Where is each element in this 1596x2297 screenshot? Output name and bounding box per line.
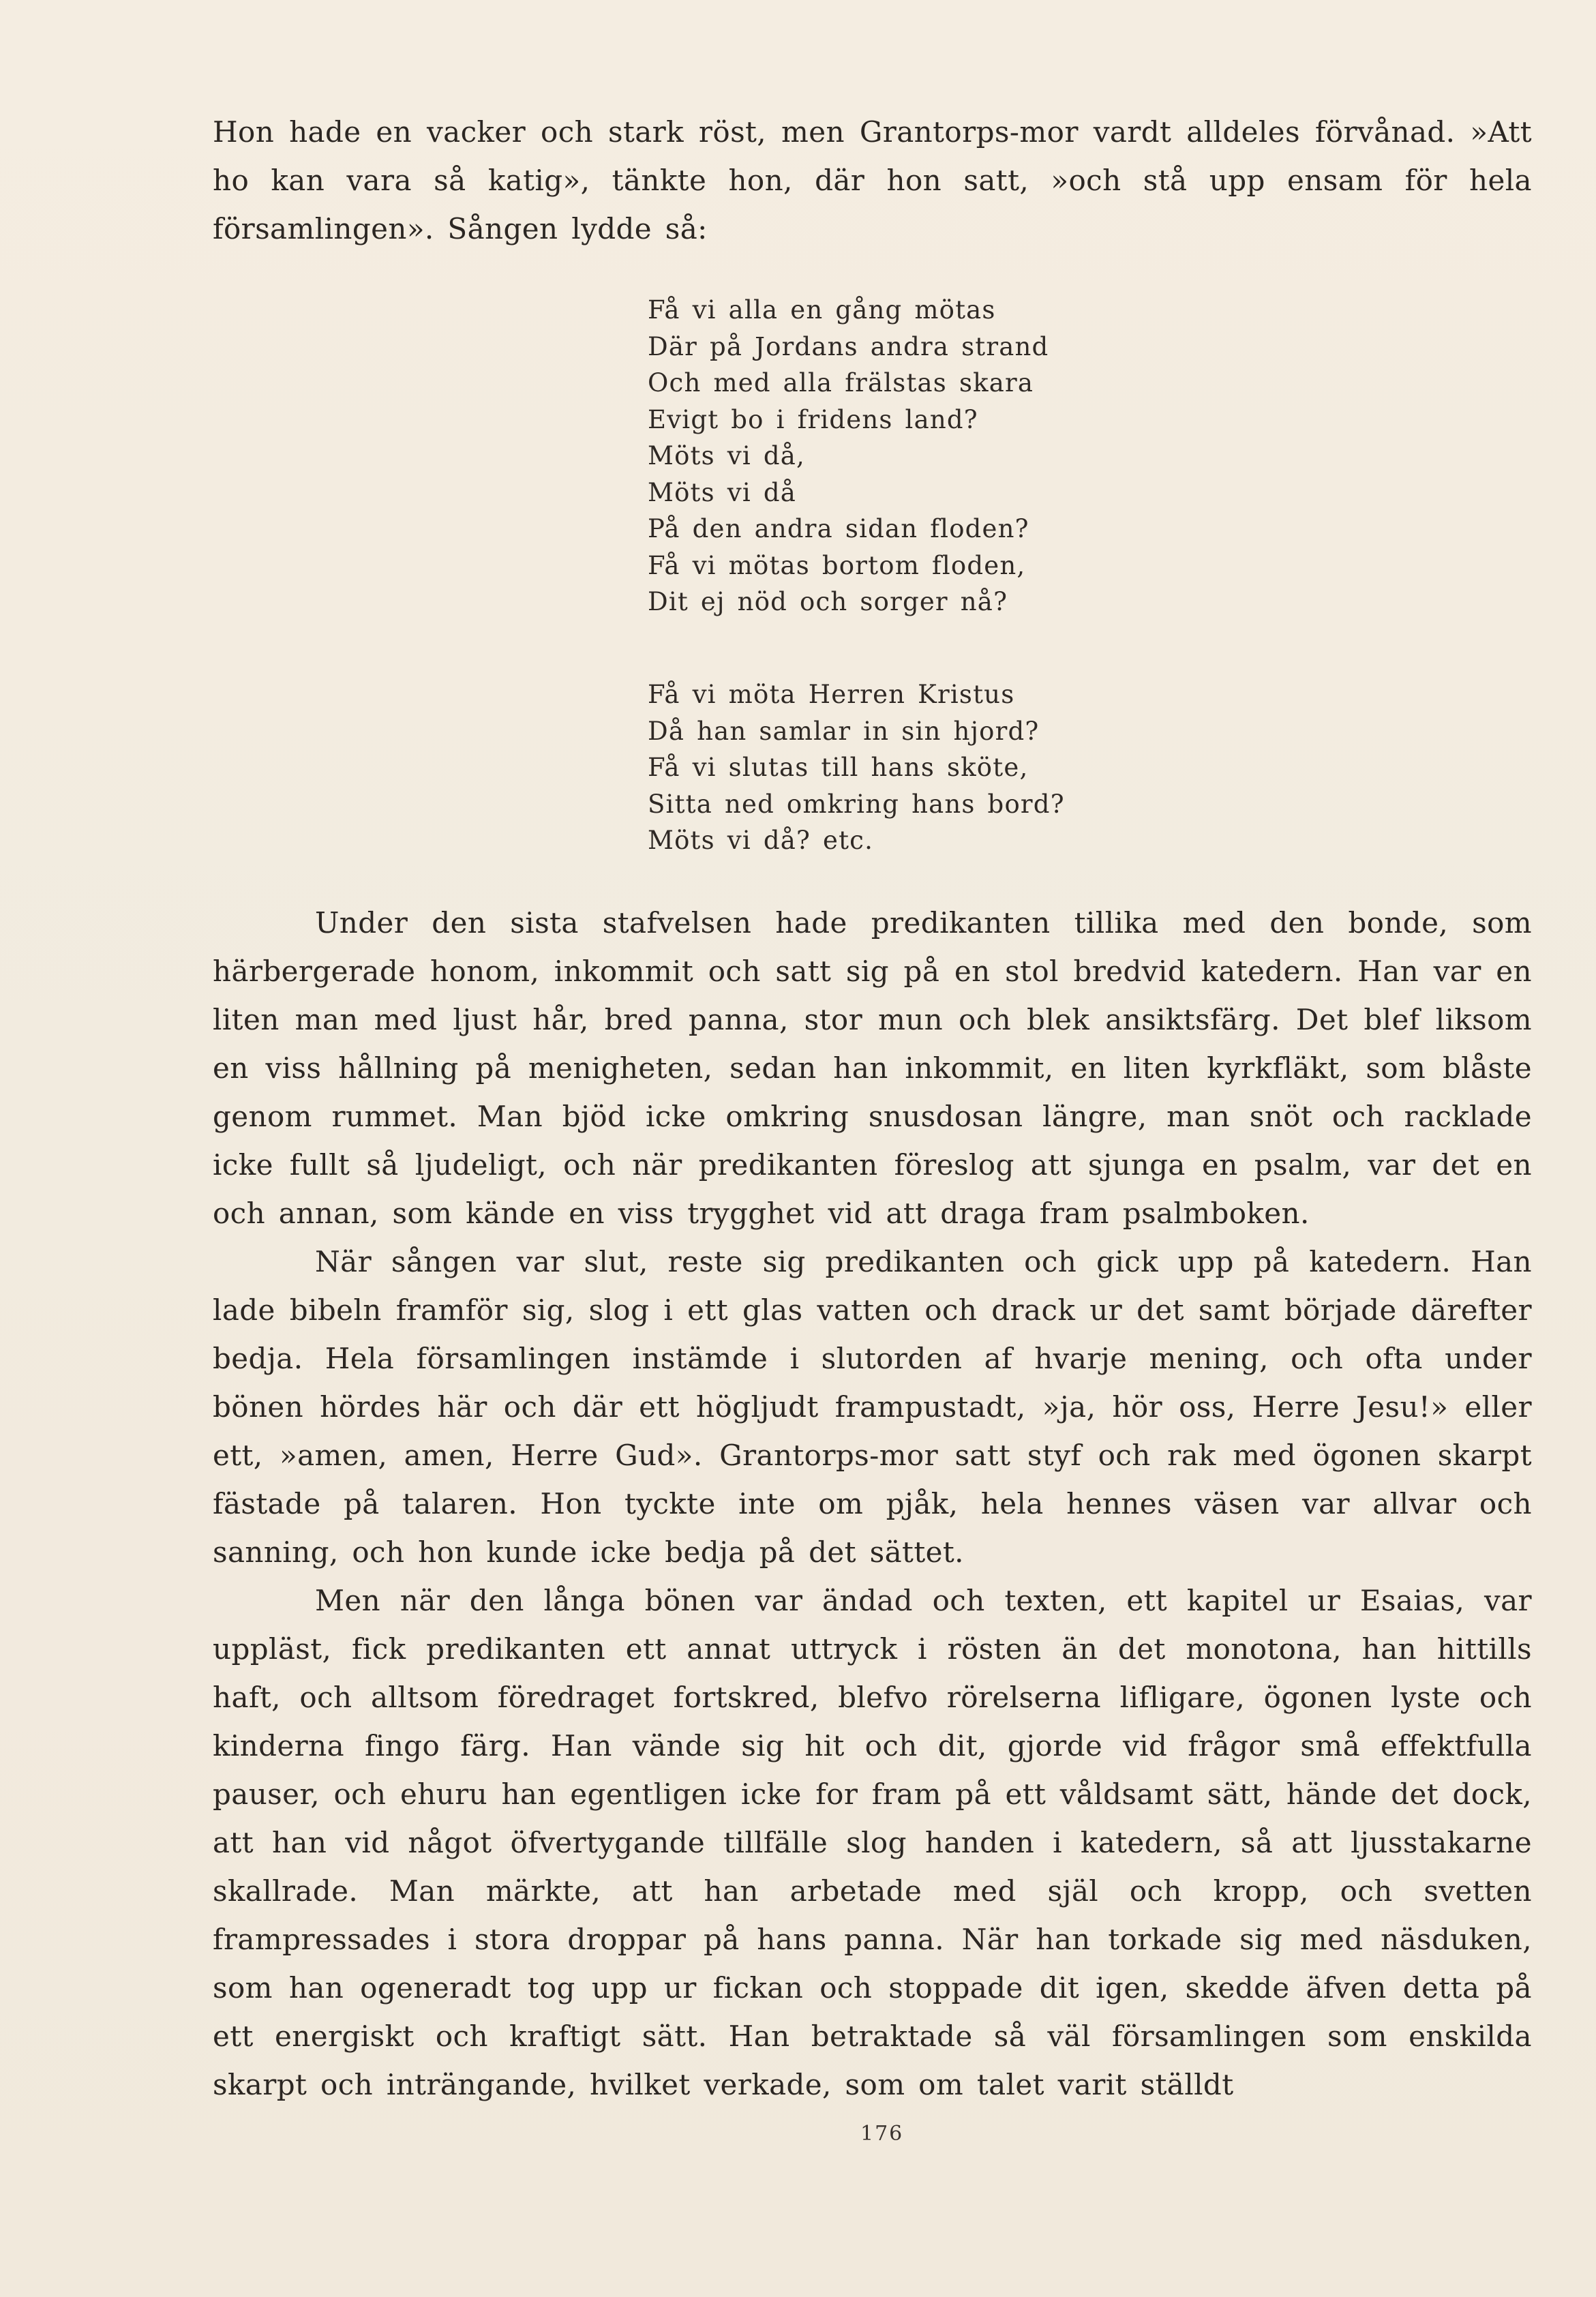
verse-line: Få vi mötas bortom floden, <box>648 550 1026 580</box>
verse-line: Möts vi då <box>648 477 797 507</box>
verse-line: Sitta ned omkring hans bord? <box>648 789 1065 819</box>
body-paragraph: När sången var slut, reste sig predikanten och gick upp på katedern. Han lade bibeln framför sig, slog i ett glas vatten och drack ur det samt började därefter bedja. Hela församlingen instämde i slutorden af hvarje mening, och ofta under bönen hördes här och där ett högljudt frampustadt, »ja, hör oss, Herre Jesu!» eller ett, »amen, amen, Herre Gud». Grantorps-mor satt styf och rak med ögonen skarpt fästade på talaren. Hon tyckte inte om pjåk, hela hennes väsen var allvar och sanning, och hon kunde icke bedja på det sättet. <box>213 1245 1532 1569</box>
verse-line: På den andra sidan floden? <box>648 514 1029 543</box>
intro-paragraph <box>213 108 1532 253</box>
body-text <box>213 899 1532 2109</box>
verse-line: Få vi möta Herren Kristus <box>648 680 1015 709</box>
verse-line: Få vi slutas till hans sköte, <box>648 753 1029 782</box>
verse-line: Då han samlar in sin hjord? <box>648 716 1040 746</box>
intro-paragraph-text: Hon hade en vacker och stark röst, men Grantorps-mor vardt alldeles förvånad. »Att ho kan vara så katig», tänkte hon, där hon satt, »och stå upp ensam för hela församlingen». Sången lydde så: <box>213 115 1532 245</box>
verse-line: Dit ej nöd och sorger nå? <box>648 587 1008 616</box>
body-paragraph: Under den sista stafvelsen hade predikanten tillika med den bonde, som härbergerade honom, inkommit och satt sig på en stol bredvid katedern. Han var en liten man med ljust hår, bred panna, stor mun och blek ansiktsfärg. Det blef liksom en viss hållning på menigheten, sedan han inkommit, en liten kyrkfläkt, som blåste genom rummet. Man bjöd icke omkring snusdosan längre, man snöt och racklade icke fullt så ljudeligt, och när predikanten föreslog att sjunga en psalm, var det en och annan, som kände en viss trygghet vid att draga fram psalmboken. <box>213 906 1532 1230</box>
hymn-verse-2 <box>648 676 1065 859</box>
verse-line: Möts vi då? etc. <box>648 826 874 855</box>
body-paragraph: Men när den långa bönen var ändad och texten, ett kapitel ur Esaias, var uppläst, fick predikanten ett annat uttryck i rösten än det monotona, han hittills haft, och alltsom föredraget fortskred, blefvo rörelserna lifligare, ögonen lyste och kinderna fingo färg. Han vände sig hit och dit, gjorde vid frågor små effektfulla pauser, och ehuru han egentligen icke for fram på ett våldsamt sätt, hände det dock, att han vid något öfvertygande tillfälle slog handen i katedern, så att ljusstakarne skallrade. Man märkte, att han arbetade med själ och kropp, och svetten frampressades i stora droppar på hans panna. När han torkade sig med näsduken, som han ogeneradt tog upp ur fickan och stoppade dit igen, skedde äfven detta på ett energiskt och kraftigt sätt. Han betraktade så väl församlingen som enskilda skarpt och inträngande, hvilket verkade, som om talet varit ställdt <box>213 1584 1532 2101</box>
verse-line: Och med alla frälstas skara <box>648 368 1034 397</box>
page-number: 176 <box>860 2122 904 2146</box>
verse-line: Där på Jordans andra strand <box>648 331 1049 361</box>
hymn-verse-1 <box>648 292 1049 620</box>
verse-line: Få vi alla en gång mötas <box>648 295 996 325</box>
verse-line: Möts vi då, <box>648 441 805 470</box>
verse-line: Evigt bo i fridens land? <box>648 404 978 434</box>
